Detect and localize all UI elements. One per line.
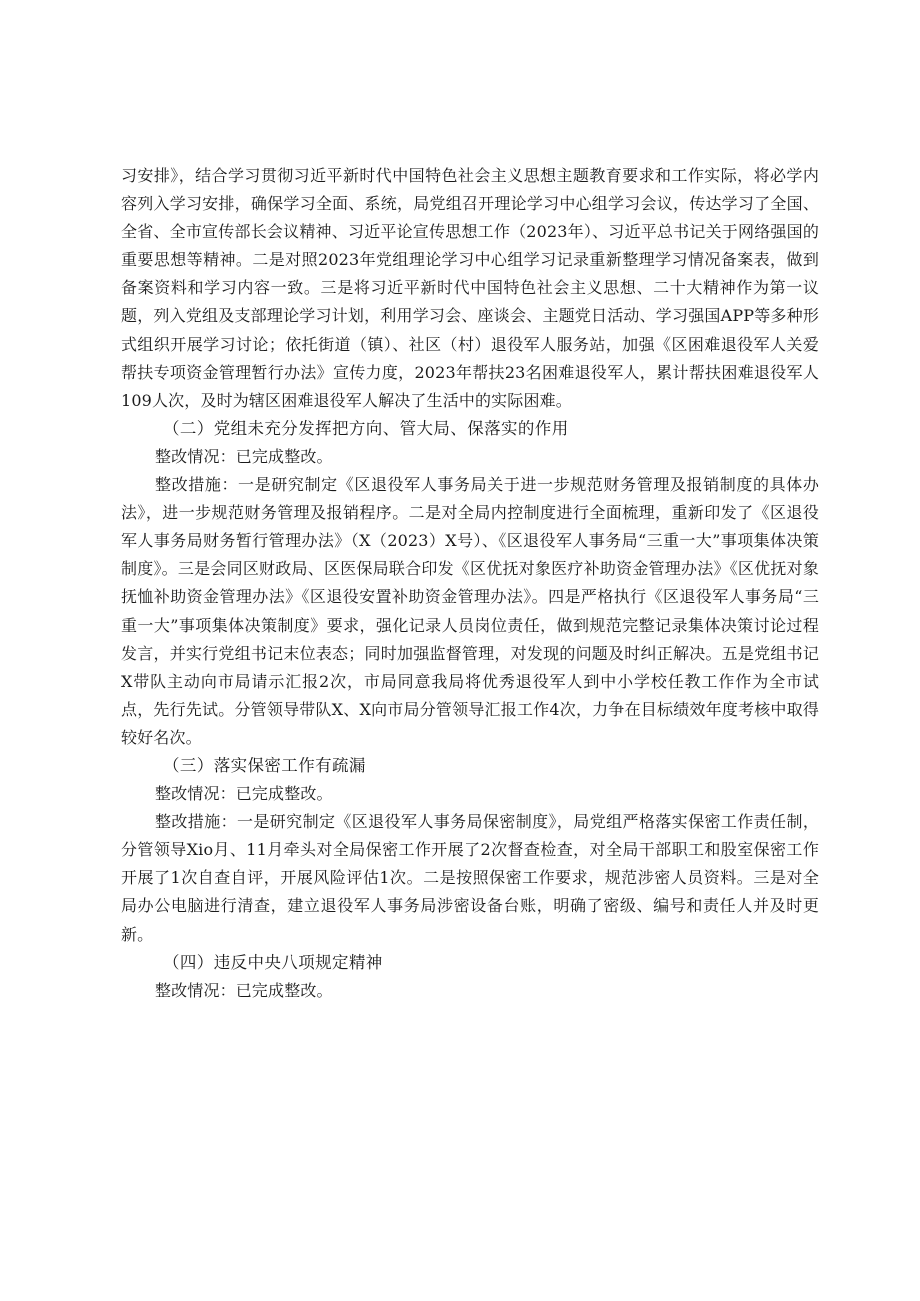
- section-heading-3: （三）落实保密工作有疏漏: [163, 755, 366, 775]
- rectification-status: 整改情况：已完成整改。: [155, 784, 333, 804]
- rectification-status: 整改情况：已完成整改。: [155, 980, 333, 1000]
- section-heading-4: （四）违反中央八项规定精神: [163, 952, 383, 972]
- rectification-measures: 整改措施：一是研究制定《区退役军人事务局保密制度》，局党组严格落实保密工作责任制，分管领导Xio月、11月牵头对全局保密工作开展了2次督查检查，对全局干部职工和股室保密工作开展了1次自查自评，开展风险评估1次。二是按照保密工作要求，规范涉密人员资料。三是对全局办公电脑进行清查，建立退役军人事务局涉密设备台账，明确了密级、编号和责任人并及时更新。: [121, 812, 819, 944]
- rectification-measures: 整改措施：一是研究制定《区退役军人事务局关于进一步规范财务管理及报销制度的具体办法》，进一步规范财务管理及报销程序。二是对全局内控制度进行全面梳理，重新印发了《区退役军人事务局财务暂行管理办法》（X（2023）X号）、《区退役军人事务局“三重一大”事项集体决策制度》。三是会同区财政局、区医保局联合印发《区优抚对象医疗补助资金管理办法》《区优抚对象抚恤补助资金管理办法》《区退役安置补助资金管理办法》。四是严格执行《区退役军人事务局“三重一大”事项集体决策制度》要求，强化记录人员岗位责任，做到规范完整记录集体决策讨论过程发言，并实行党组书记末位表态；同时加强监督管理，对发现的问题及时纠正解决。五是党组书记X带队主动向市局请示汇报2次，市局同意我局将优秀退役军人到中小学校任教工作作为全市试点，先行先试。分管领导带队X、X向市局分管领导汇报工作4次，力争在目标绩效年度考核中取得较好名次。: [121, 475, 819, 747]
- body-paragraph: 习安排》，结合学习贯彻习近平新时代中国特色社会主义思想主题教育要求和工作实际，将必学内容列入学习安排，确保学习全面、系统，局党组召开理论学习中心组学习会议，传达学习了全国、全省、全市宣传部长会议精神、习近平论宣传思想工作（2023年）、习近平总书记关于网络强国的重要思想等精神。二是对照2023年党组理论学习中心组学习记录重新整理学习情况备案表，做到备案资料和学习内容一致。三是将习近平新时代中国特色社会主义思想、二十大精神作为第一议题，列入党组及支部理论学习计划，利用学习会、座谈会、主题党日活动、学习强国APP等多种形式组织开展学习讨论；依托街道（镇）、社区（村）退役军人服务站，加强《区困难退役军人关爱帮扶专项资金管理暂行办法》宣传力度，2023年帮扶23名困难退役军人，累计帮扶困难退役军人109人次，及时为辖区困难退役军人解决了生活中的实际困难。: [121, 166, 819, 410]
- section-heading-2: （二）党组未充分发挥把方向、管大局、保落实的作用: [163, 418, 569, 438]
- document-page: [121, 162, 819, 1005]
- rectification-status: 整改情况：已完成整改。: [155, 446, 333, 466]
